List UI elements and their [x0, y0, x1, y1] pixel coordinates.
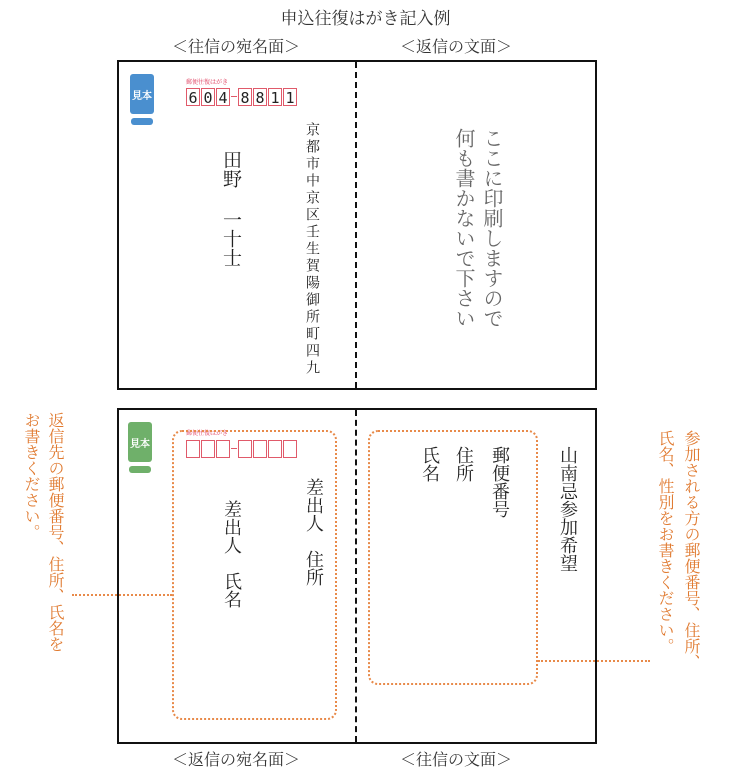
stamp-icon — [130, 74, 154, 114]
postal-digit: 8 — [253, 88, 267, 106]
postal-digit: 6 — [186, 88, 200, 106]
sender-address-label: 差出人 住所 — [303, 478, 324, 586]
stamp-tab-icon — [129, 466, 151, 473]
postal-code-boxes — [186, 88, 298, 106]
postal-digit: 0 — [201, 88, 215, 106]
right-annotation-line2: 氏名、性別をお書きください。 — [656, 430, 675, 654]
page-title: 申込往復はがき記入例 — [280, 9, 451, 29]
reply-note-line2: 何も書かないで下さい — [452, 128, 476, 328]
postal-label: 郵便往復はがき — [186, 430, 229, 437]
sender-name-label: 差出人 氏名 — [221, 500, 242, 608]
right-annotation-line1: 参加される方の郵便番号、住所、 — [682, 430, 701, 670]
stamp-label: 見本 — [132, 90, 152, 102]
caption-bottom-left: ＜返信の宛名面＞ — [172, 750, 301, 769]
reply-note-line1: ここに印刷しますので — [480, 128, 504, 328]
postal-dash — [231, 88, 237, 106]
top-card-divider — [355, 62, 357, 388]
field-address: 住所 — [453, 446, 474, 482]
left-leader-line — [72, 594, 172, 596]
field-postal-code: 郵便番号 — [489, 446, 510, 518]
stamp-label: 見本 — [130, 438, 150, 450]
postal-digit: 1 — [268, 88, 282, 106]
postal-digit: 1 — [283, 88, 297, 106]
caption-top-left: ＜往信の宛名面＞ — [172, 37, 301, 56]
recipient-address: 京都市中京区壬生賀陽御所町四九 — [304, 122, 320, 377]
postal-digit: 8 — [238, 88, 252, 106]
recipient-given-name: 一十士 — [220, 210, 242, 267]
caption-bottom-right: ＜往信の文面＞ — [400, 750, 513, 769]
stamp-icon — [128, 422, 152, 462]
postal-label: 郵便往復はがき — [186, 79, 229, 86]
postal-digit: 4 — [216, 88, 230, 106]
recipient-surname: 田野 — [220, 150, 242, 188]
right-leader-line — [538, 660, 650, 662]
bottom-card-divider — [355, 410, 357, 742]
event-title: 山南忌参加希望 — [557, 446, 578, 572]
left-annotation-line2: お書きください。 — [22, 412, 41, 540]
caption-top-right: ＜返信の文面＞ — [400, 37, 513, 56]
top-postcard — [117, 60, 597, 390]
field-name: 氏名 — [419, 446, 440, 482]
stamp-tab-icon — [131, 118, 153, 125]
left-annotation-line1: 返信先の郵便番号、住所、氏名を — [46, 412, 65, 652]
